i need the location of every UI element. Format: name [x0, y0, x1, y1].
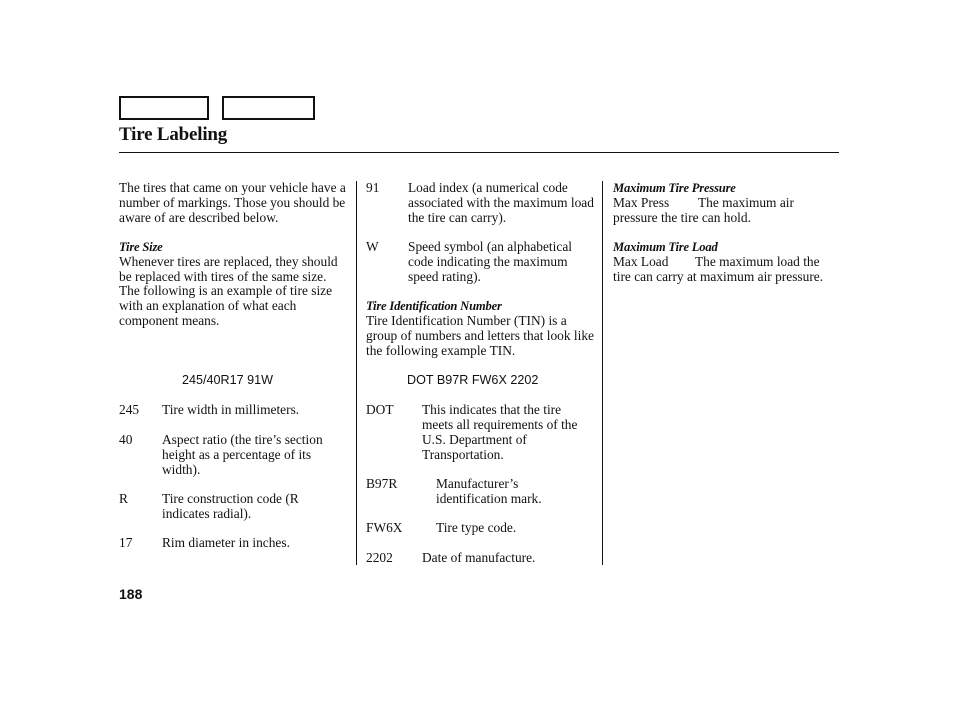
item-code: 40 — [119, 432, 133, 447]
tire-size-text: Whenever tires are replaced, they should be replaced with tires of the same size. The following is an example of tire size with an explanation of what each component means. — [119, 253, 338, 329]
intro-text: The tires that came on your vehicle have a number of markings. Those you should be aware of are described below. — [119, 180, 346, 225]
item-desc: The maximum air pressure the tire can hold. — [613, 195, 794, 225]
item-code: DOT — [366, 402, 394, 417]
item-desc: Manufacturer’s identification mark. — [436, 476, 542, 506]
column-1 — [119, 181, 349, 329]
nav-button-2[interactable] — [222, 96, 315, 120]
item-code: 245 — [119, 402, 140, 417]
nav-button-1[interactable] — [119, 96, 209, 120]
item-desc: Aspect ratio (the tire’s section height as a percentage of its width). — [162, 432, 323, 477]
item-desc: Rim diameter in inches. — [162, 535, 290, 550]
item-code: 91 — [366, 180, 380, 195]
column-divider-1 — [356, 181, 357, 565]
tin-example: DOT B97R FW6X 2202 — [407, 373, 539, 387]
item-desc: Speed symbol (an alphabetical code indicating the maximum speed rating). — [408, 239, 572, 284]
tire-size-heading: Tire Size — [119, 239, 163, 254]
item-code: 17 — [119, 535, 133, 550]
item-desc: Tire width in millimeters. — [162, 402, 300, 417]
item-desc: Date of manufacture. — [422, 550, 536, 565]
item-desc: Load index (a numerical code associated with the maximum load the tire can carry). — [408, 180, 594, 225]
column-divider-2 — [602, 181, 603, 565]
item-code: W — [366, 239, 379, 254]
max-pressure-section — [613, 181, 839, 196]
item-code: B97R — [366, 476, 398, 491]
item-desc: The maximum load the tire can carry at maximum air pressure. — [613, 254, 824, 284]
tire-size-example: 245/40R17 91W — [182, 373, 274, 387]
page-title: Tire Labeling — [119, 124, 228, 145]
page-number: 188 — [119, 586, 143, 602]
max-load-heading: Maximum Tire Load — [613, 240, 718, 254]
item-code: FW6X — [366, 520, 403, 535]
max-pressure-heading: Maximum Tire Pressure — [613, 181, 736, 195]
tin-text: Tire Identification Number (TIN) is a group of numbers and letters that look like the following example TIN. — [366, 312, 594, 358]
tin-section — [366, 299, 594, 359]
item-desc: This indicates that the tire meets all requirements of the U.S. Department of Transportation. — [422, 402, 578, 462]
item-code: Max Load — [613, 254, 669, 269]
tin-heading: Tire Identification Number — [366, 299, 502, 313]
item-desc: Tire type code. — [436, 520, 517, 535]
item-code: 2202 — [366, 550, 393, 565]
item-desc: Tire construction code (R indicates radial). — [162, 491, 299, 521]
item-code: Max Press — [613, 195, 670, 210]
title-divider — [119, 152, 839, 153]
item-code: R — [119, 491, 128, 506]
max-load-section — [613, 240, 839, 255]
